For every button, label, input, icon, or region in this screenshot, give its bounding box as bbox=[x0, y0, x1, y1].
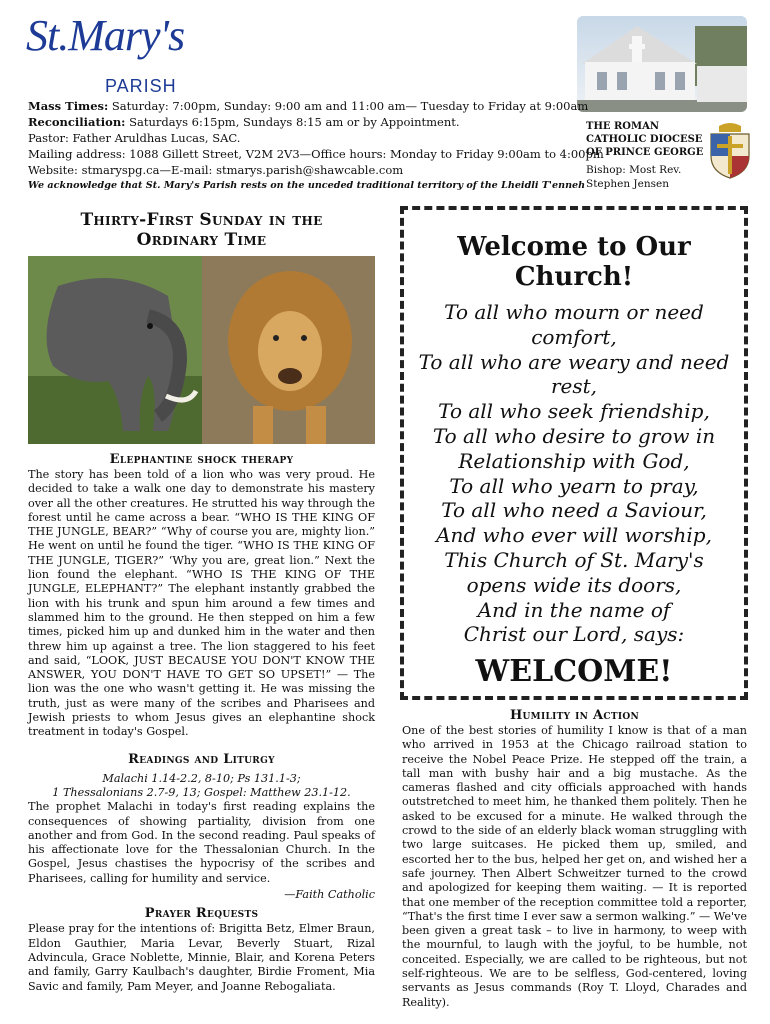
parish-info bbox=[28, 98, 604, 194]
poem-line: To all who mourn or need bbox=[444, 300, 704, 324]
readings-source: —Faith Catholic bbox=[284, 888, 375, 902]
land-acknowledgement: We acknowledge that St. Mary's Parish rests on the unceded traditional territory of the Lheidli T'enneh bbox=[28, 180, 586, 191]
left-column bbox=[28, 210, 375, 994]
logo-parish-label: PARISH bbox=[105, 76, 177, 96]
welcome-poem bbox=[404, 300, 744, 647]
poem-line: To all who are weary and need bbox=[418, 349, 730, 374]
poem-line: To all who seek friendship, bbox=[438, 399, 710, 424]
welcome-title: Welcome to Our Church! bbox=[457, 232, 691, 292]
page-title: Thirty-First Sunday in the Ordinary Time bbox=[80, 210, 323, 250]
poem-line: rest, bbox=[550, 374, 598, 399]
welcome-word: WELCOME! bbox=[475, 654, 673, 690]
humility-heading: Humility in Action bbox=[509, 708, 640, 723]
right-column bbox=[402, 708, 747, 1010]
story-heading: Elephantine shock therapy bbox=[109, 452, 294, 467]
poem-line: Relationship with God, bbox=[458, 448, 690, 473]
humility-text: One of the best stories of humility I know is that of a man who arrived in 1953 at the Chicago railroad station to receive the Nobel Peace Prize. He stepped off the train, a tall man with bushy hair and a big mustache. As the cameras flashed and city officials approached with hands outstretched to meet him, he thanked them politely. Then he asked to be excused for a minute. He walked through the crowd to the side of an elderly black woman struggling with two large suitcases. He picked them up, smiled, and escorted her to the bus, helped her get on, and wished her a safe journey. Then Albert Schweitzer turned to the crowd and apologized for keeping them waiting. — It is reported that one member of the reception committee told a reporter, “That's the first time I ever saw a sermon walking.” — We've been given a great task – to live in harmony, to weep with the mournful, to laugh with the joyful, to be humble, not conceited. Especially, we are called to be righteous, but not self-righteous. We are to be selfless, God-centered, loving servants as Jesus commands (Roy T. Lloyd, Charades and Reality). bbox=[402, 724, 747, 1009]
bishop-name: Bishop: Most Rev. Stephen Jensen bbox=[586, 164, 682, 190]
poem-line: This Church of St. Mary's bbox=[444, 547, 704, 572]
elephant-lion-photo bbox=[28, 256, 375, 444]
readings-heading: Readings and Liturgy bbox=[128, 751, 275, 767]
logo-text: St.Mary's bbox=[26, 11, 185, 60]
pastor: Pastor: Father Aruldhas Lucas, SAC. bbox=[28, 131, 241, 145]
poem-line: To all who desire to grow in bbox=[432, 423, 716, 448]
prayer-heading: Prayer Requests bbox=[144, 906, 259, 922]
poem-line: opens wide its doors, bbox=[466, 572, 682, 597]
prayer-text: Please pray for the intentions of: Brigitta Betz, Elmer Braun, Eldon Gauthier, Maria Levar, Beverly Stuart, Rizal Advincula, Grace Noblette, Minnie, Blair, and Korena Peters and family, Garry Kaulbach's daughter, Birdie Froment, Mia Savic and family, Pam Meyer, and Joanne Rebogaliata. bbox=[28, 922, 375, 993]
church-photo bbox=[577, 16, 747, 112]
mass-times: Mass Times: Saturday: 7:00pm, Sunday: 9:00 am and 11:00 am— Tuesday to Friday at 9:00am bbox=[28, 99, 589, 113]
parish-logo bbox=[26, 11, 226, 96]
diocese-crest-icon bbox=[705, 122, 755, 180]
poem-line: To all who need a Saviour, bbox=[441, 498, 707, 523]
readings-references: Malachi 1.14-2.2, 8-10; Ps 131.1-3; 1 Thessalonians 2.7-9, 13; Gospel: Matthew 23.1-12. bbox=[52, 771, 351, 799]
poem-line: comfort, bbox=[531, 324, 617, 349]
website: Website: stmaryspg.ca—E-mail: stmarys.parish@shawcable.com bbox=[28, 163, 404, 177]
poem-line: Christ our Lord, says: bbox=[463, 622, 685, 647]
mailing-address: Mailing address: 1088 Gillett Street, V2M 2V3—Office hours: Monday to Friday 9:00am to 4:00pm bbox=[28, 147, 604, 161]
poem-line: And in the name of bbox=[477, 597, 671, 622]
welcome-box bbox=[400, 206, 748, 700]
reconciliation: Reconciliation: Saturdays 6:15pm, Sundays 8:15 am or by Appointment. bbox=[28, 115, 460, 129]
readings-text: The prophet Malachi in today's first reading explains the consequences of showing partiality, division from one another and from God. In the second reading. Paul speaks of his affectionate love for the Thessalonian Church. In the Gospel, Jesus chastises the hypocrisy of the scribes and Pharisees, calling for humility and service. bbox=[28, 800, 375, 885]
poem-line: To all who yearn to pray, bbox=[449, 473, 699, 498]
diocese-name: THE ROMAN CATHOLIC DIOCESE OF PRINCE GEORGE bbox=[586, 121, 704, 158]
story-text: The story has been told of a lion who was very proud. He decided to take a walk one day to demonstrate his mastery over all the other creatures. He strutted his way through the forest until he came across a bear. “WHO IS THE KING OF THE JUNGLE, BEAR?” “Why of course you are, mighty lion.” He went on until he found the tiger. “WHO IS THE KING OF THE JUNGLE, TIGER?” ‘Why you are, great lion.” Next the lion found the elephant. “WHO IS THE KING OF THE JUNGLE, ELEPHANT?” The elephant instantly grabbed the lion with his trunk and spun him around a few times and slammed him to the ground. He then stepped on him a few times, picked him up and dunked him in the water and then threw him up against a tree. The lion staggered to his feet and said, “LOOK, JUST BECAUSE YOU DON'T KNOW THE ANSWER, YOU DON'T HAVE TO GET SO UPSET!” — The lion was the one who wasn't getting it. He was missing the truth, just as were many of the scribes and Pharisees and Jewish priests to whom Jesus gives an elephantine shock treatment in today's Gospel. bbox=[28, 468, 375, 739]
poem-line: And who ever will worship, bbox=[436, 523, 712, 548]
